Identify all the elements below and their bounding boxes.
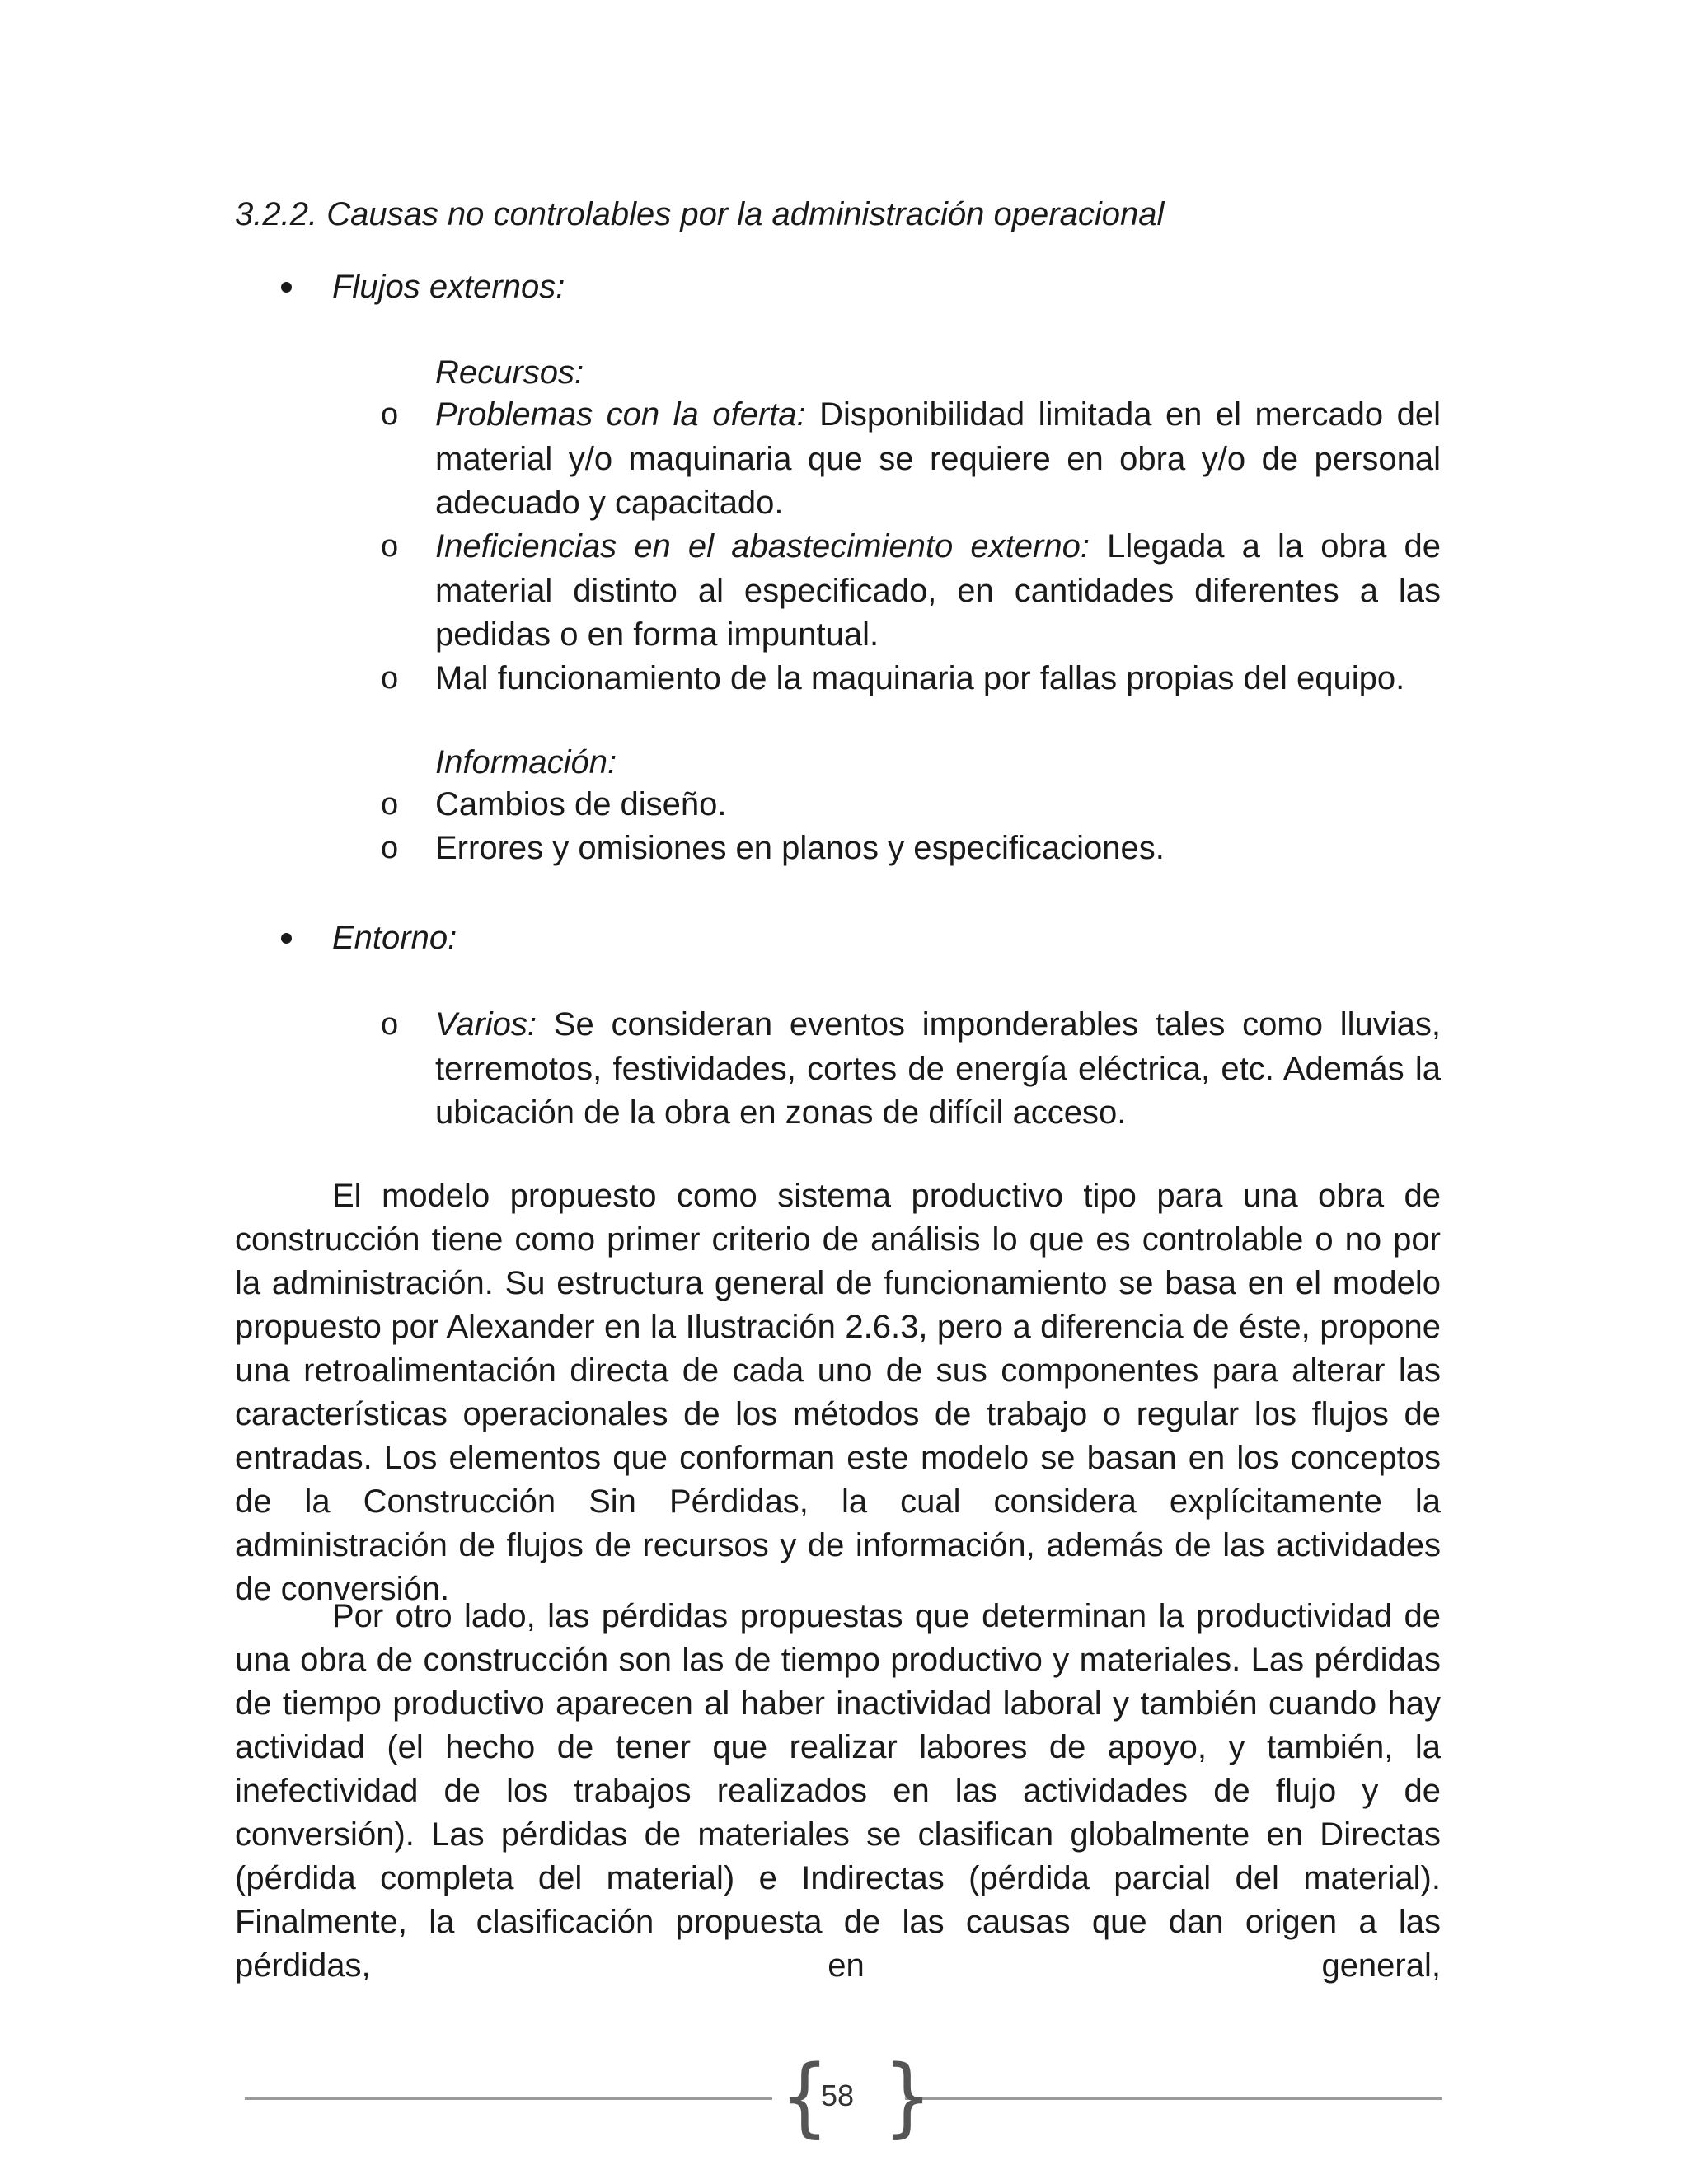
page-number: 58 bbox=[820, 2079, 855, 2112]
circle-bullet-icon: o bbox=[381, 397, 399, 432]
item-text: Llegada a la obra de material distinto al especificado, en cantidades diferentes a las pedidas o en forma impuntual. bbox=[435, 528, 1441, 653]
footer-rule-right bbox=[905, 2097, 1442, 2100]
subheading-recursos: Recursos: bbox=[435, 354, 584, 391]
circle-bullet-icon: o bbox=[381, 1007, 399, 1042]
item-text: Se consideran eventos imponderables tales como lluvias, terremotos, festividades, cortes de energía eléctrica, etc. Además la ubicación de la obra en zonas de difícil acceso. bbox=[435, 1006, 1441, 1131]
item-text: Disponibilidad limitada en el mercado del material y/o maquinaria que se requiere en obra y/o de personal adecuado y capacitado. bbox=[435, 396, 1441, 521]
subheading-informacion: Información: bbox=[435, 744, 617, 780]
circle-bullet-icon: o bbox=[381, 661, 399, 696]
list-item bbox=[381, 525, 1441, 658]
right-brace-icon: } bbox=[883, 2046, 932, 2147]
item-text: Cambios de diseño. bbox=[435, 786, 727, 823]
circle-bullet-icon: o bbox=[381, 529, 399, 564]
body-paragraph: El modelo propuesto como sistema productivo tipo para una obra de construcción tiene como primer criterio de análisis lo que es controlable o no por la administración. Su estructura general de funcionamiento se basa en el modelo propuesto por Alexander en la Ilustración 2.6.3, pero a diferencia de éste, propone una retroalimentación directa de cada uno de sus componentes para alterar las características operacionales de los métodos de trabajo o regular los flujos de entradas. Los elementos que conforman este modelo se basan en los conceptos de la Construcción Sin Pérdidas, la cual considera explícitamente la administración de flujos de recursos y de información, además de las actividades de conversión. bbox=[235, 1178, 1441, 1607]
bullet-label: Entorno: bbox=[332, 920, 457, 956]
circle-bullet-icon: o bbox=[381, 787, 399, 822]
body-paragraph: Por otro lado, las pérdidas propuestas que determinan la productividad de una obra de construcción son las de tiempo productivo y materiales. Las pérdidas de tiempo productivo aparecen al haber inactividad laboral y también cuando hay actividad (el hecho de tener que realizar labores de apoyo, y también, la inefectividad de los trabajos realizados en las actividades de flujo y de conversión). Las pérdidas de materiales se clasifican globalmente en Directas (pérdida completa del material) e Indirectas (pérdida parcial del material). Finalmente, la clasificación propuesta de las causas que dan origen a las pérdidas, en general, bbox=[235, 1598, 1441, 1984]
circle-bullet-icon: o bbox=[381, 831, 399, 865]
section-heading: 3.2.2. Causas no controlables por la administración operacional bbox=[235, 196, 1165, 232]
list-item bbox=[381, 783, 1441, 827]
bullet-dot-icon bbox=[281, 933, 292, 944]
left-brace-icon: { bbox=[780, 2046, 829, 2147]
list-item bbox=[381, 827, 1441, 871]
item-text: Errores y omisiones en planos y especificaciones. bbox=[435, 830, 1165, 866]
bullet-dot-icon bbox=[281, 282, 292, 293]
item-lead: Ineficiencias en el abastecimiento externo: bbox=[435, 528, 1090, 565]
footer-rule-left bbox=[245, 2097, 772, 2100]
item-text: Mal funcionamiento de la maquinaria por fallas propias del equipo. bbox=[435, 660, 1405, 696]
item-lead: Varios: bbox=[435, 1006, 537, 1043]
list-item bbox=[381, 657, 1441, 701]
item-lead: Problemas con la oferta: bbox=[435, 396, 806, 433]
bullet-label: Flujos externos: bbox=[332, 269, 565, 305]
list-item bbox=[381, 1003, 1441, 1136]
list-item bbox=[381, 393, 1441, 526]
